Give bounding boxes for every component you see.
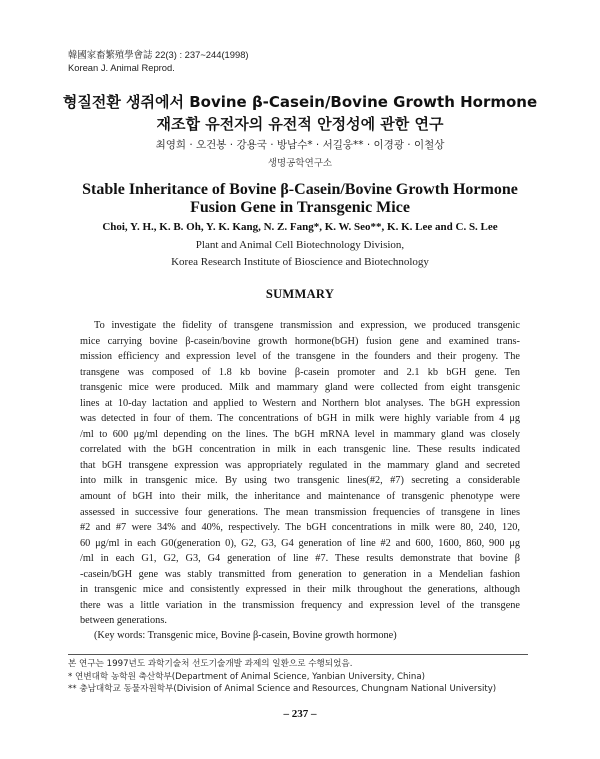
- journal-name-english: Korean J. Animal Reprod.: [68, 62, 175, 73]
- summary-heading: SUMMARY: [265, 287, 335, 301]
- abstract-line: was detected in four of them. The concentrations of bGH in milk were highly variable from 4 μg: [80, 413, 520, 425]
- abstract-line: transgene was composed of 1.8 kb bovine β-casein promoter and 2.1 kb bGH gene. Ten: [80, 366, 520, 378]
- footnote-divider: [68, 654, 528, 655]
- korean-title-line-1: 형질전환 생쥐에서 Bovine β-Casein/Bovine Growth Hormone: [62, 93, 538, 111]
- keywords: (Key words: Transgenic mice, Bovine β-casein, Bovine growth hormone): [94, 630, 397, 641]
- korean-title-line-2: 재조합 유전자의 유전적 안정성에 관한 연구: [156, 115, 444, 133]
- summary-abstract: [80, 318, 520, 629]
- affiliation-line-2: Korea Research Institute of Bioscience and Biotechnology: [171, 256, 429, 268]
- abstract-line: between generations.: [80, 615, 167, 627]
- abstract-line: /ml in each G1, G2, G3, G4 generation of line #7. These results demonstrate that bovine β: [80, 553, 520, 565]
- english-title-line-2: Fusion Gene in Transgenic Mice: [190, 199, 410, 216]
- abstract-line: #2 and #7 were 34% and 40%, respectively. The bGH concentrations in milk were 80, 240, 120,: [80, 522, 520, 534]
- journal-citation: [68, 48, 249, 74]
- english-authors: Choi, Y. H., K. B. Oh, Y. K. Kang, N. Z. Fang*, K. W. Seo**, K. K. Lee and C. S. Lee: [102, 221, 498, 233]
- abstract-line: amount of bGH into their milk, the inheritance and maintenance of transgenic phenotype were: [80, 491, 520, 503]
- abstract-line: To investigate the fidelity of transgene transmission and expression, we produced transgenic: [94, 320, 520, 331]
- abstract-line: that bGH transgene expression was appropriately regulated in the mammary gland and secreted: [80, 459, 520, 471]
- page-number: – 237 –: [283, 708, 317, 720]
- journal-name-korean: 韓國家畜繁殖學會誌 22(3) : 237~244(1998): [68, 49, 249, 60]
- abstract-line: there was a little variation in the transmission frequency and expression level of the transgene: [80, 599, 520, 611]
- abstract-line: mice carrying bovine β-casein/bovine growth hormone(bGH) fusion gene and examined trans-: [80, 335, 520, 347]
- korean-authors: 최영희 · 오건봉 · 강용국 · 방남수* · 서길웅** · 이경광 · 이철상: [155, 139, 445, 151]
- abstract-line: lines at 10-day lactation and applied to Western and Northern blot analyses. The bGH expression: [80, 397, 520, 409]
- english-title-line-1: Stable Inheritance of Bovine β-Casein/Bovine Growth Hormone: [82, 181, 518, 198]
- abstract-line: assessed in successive four generations. The mean transmission frequencies of transgene in lines: [80, 506, 520, 518]
- footnote-affiliation-1: * 연변대학 농학원 축산학부(Department of Animal Science, Yanbian University, China): [68, 671, 425, 682]
- abstract-line: transgenic mice were produced. Milk and mammary gland were collected from eight transgenic: [80, 382, 520, 394]
- footnotes: [68, 658, 496, 696]
- footnote-affiliation-2: ** 충남대학교 동물자원학부(Division of Animal Science and Resources, Chungnam National University): [68, 684, 497, 694]
- abstract-line: 60 μg/ml in each G0(generation 0), G2, G3, G4 generation of line #2 and 600, 1600, 860, 900 μg: [80, 537, 520, 549]
- affiliation-line-1: Plant and Animal Cell Biotechnology Division,: [195, 239, 405, 251]
- korean-institute: 생명공학연구소: [267, 158, 333, 169]
- abstract-line: in transgenic mice and consistently expressed in their milk throughout the generations, although: [80, 584, 520, 596]
- abstract-line: /ml to 600 μg/ml depending on the lines. The bGH mRNA level in mammary gland was closely: [80, 428, 520, 440]
- footnote-funding: 본 연구는 1997년도 과학기술처 선도기술개발 과제의 일환으로 수행되었음.: [68, 659, 353, 669]
- abstract-line: mission efficiency and expression level of the transgene in the founders and their progeny. The: [80, 351, 520, 363]
- abstract-line: into milk in transgenic mice. By using two transgenic lines(#2, #7) secreting a considerable: [80, 475, 520, 487]
- abstract-line: correlated with the bGH concentration in milk in each transgenic line. These results indicated: [80, 444, 520, 456]
- abstract-line: -casein/bGH gene was stably transmitted from generation to generation in a Mendelian fashion: [80, 568, 520, 580]
